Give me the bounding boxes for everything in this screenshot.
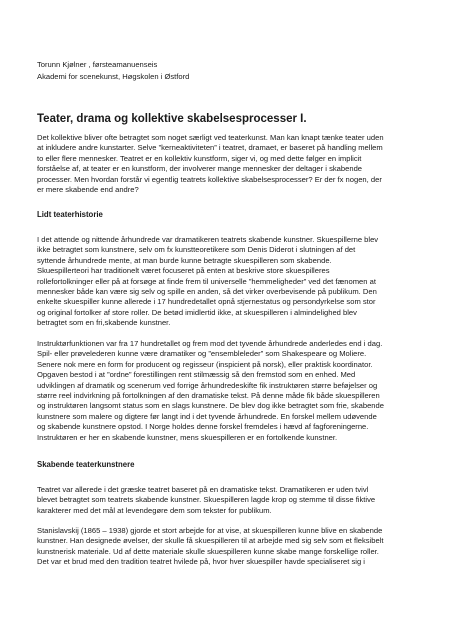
text-line: Senere nok mere en form for producent og regisseur (inspicient på norsk), eller praktisk koordinator. [37, 359, 373, 369]
text-line: Opgaven bestod i at ”ordne” forestillingen rent stilmæssig så den fremstod som en enhed. Med [37, 370, 356, 380]
text-line: og skabende kunstnere opstod. I Norge holdes denne forskel fremdeles i hævd af fagforeningerne. [37, 422, 369, 432]
text-line: Spil- eller prøvelederen kunne være dramatiker og ”ensembleleder” som Shakespeare og Moliere. [37, 349, 367, 359]
text-line: at inkludere andre kunstarter. Selve ”kerneaktiviteten” i teatret, dramaet, er baseret på handling mellem [37, 143, 383, 153]
history-paragraph-1 [37, 235, 378, 329]
document-title: Teater, drama og kollektive skabelsesprocesser I. [37, 113, 307, 125]
text-line: udviklingen af dramatik og scenerum ved forrige århundredeskifte fik instruktøren større beføjelser og [37, 380, 378, 390]
text-line: Det kollektive bliver ofte betragtet som noget særligt ved teaterkunst. Man kan knapt tænke teater uden [37, 133, 384, 142]
author-block [37, 59, 189, 83]
section-heading-skabende: Skabende teaterkunstnere [37, 460, 135, 469]
text-line: Det var et brud med den tradition teatret hvilede på, hvor hver skuespiller havde specialiseret sig i [37, 557, 365, 567]
text-line: kunstnere som malere og digtere før langt ind i det tyvende århundrede. En forskel mellem udøvende [37, 411, 377, 421]
author-affiliation: Akademi for scenekunst, Høgskolen i Østford [37, 72, 190, 81]
text-line: I det attende og nittende århundrede var dramatikeren teatrets skabende kunstner. Skuespillerne blev [37, 235, 379, 244]
text-line: processer. Men hvordan forstår vi egentlig teatrets kollektive skabelsesprocesser? Er der fx nogen, der [37, 174, 382, 184]
text-line: er mere skabende end andre? [37, 184, 139, 194]
text-line: Stanislavskij (1865 – 1938) gjorde et stort arbejde for at vise, at skuespilleren kunne blive en skabende [37, 526, 383, 535]
text-line: karakterer med det mål at levendegøre dem som tekster for publikum. [37, 505, 272, 515]
text-line: Instruktørfunktionen var fra 17 hundretallet og frem mod det tyvende århundrede anderledes end i dag. [37, 339, 383, 348]
text-line: enkelte skuespiller kunne allerede i 17 hundredetallet opnå stjernestatus og persondyrkelse som stor [37, 297, 376, 307]
history-paragraph-2 [37, 339, 384, 443]
text-line: syttende århundrede mente, at man burde kunne betragte skuespilleren som skabende. [37, 255, 332, 265]
text-line: Instruktøren er her en skabende kunstner, mens skuespilleren er en fortolkende kunstner. [37, 432, 338, 442]
text-line: ikke betragtet som kunstnere, selv om fx kunstteoretikere som Denis Diderot i slutningen af det [37, 245, 356, 255]
text-line: blevet betragtet som teatrets skabende kunstner. Skuespilleren lagde krop og stemme til disse fiktive [37, 495, 376, 505]
text-line: rollefortolkninger eller på at forsøge at finde frem til universelle ”hemmeligheder” ved det fænomen at [37, 276, 376, 286]
text-line: betragtet som en fri,skabende kunstner. [37, 318, 171, 328]
text-line: større reel indvirkning på fortolkningen af den dramatiske tekst. På denne måde fik både skuespilleren [37, 390, 380, 400]
author-name: Torunn Kjølner , førsteamanuenseis [37, 60, 158, 69]
text-line: kunstnerisk materiale. Ud af dette materiale skulle skuespilleren kunne skabe mange forskellige roller. [37, 546, 379, 556]
text-line: Teatret var allerede i det græske teatret baseret på en dramatiske tekst. Dramatikeren er uden tvivl [37, 485, 369, 494]
text-line: og instruktøren langsomt status som en slags kunstnere. De blev dog ikke betragtet som frie, skabende [37, 401, 384, 411]
text-line: forståelse af, at teater er en kunstform, der involverer mange mennesker der deltager i skabende [37, 164, 363, 174]
text-line: mennesker både kan være sig selv og spille en anden, så det virker overbevisende på publikum. Den [37, 286, 377, 296]
creative-paragraph-2 [37, 526, 384, 568]
section-heading-teaterhistorie: Lidt teaterhistorie [37, 210, 103, 219]
text-line: kunstner. Han designede øvelser, der skulle få skuespilleren til at arbejde med sig selv som et fleksibelt [37, 536, 384, 546]
text-line: og original fortolker af store roller. De betød imidlertid ikke, at skuespilleren i almindelighed blev [37, 307, 357, 317]
intro-paragraph [37, 133, 384, 195]
text-line: to eller flere mennesker. Teatret er en kollektiv kunstform, siger vi, og med dette følger en implicit [37, 153, 362, 163]
creative-paragraph-1 [37, 485, 375, 516]
text-line: Skuespillerteori har traditionelt været focuseret på enten at beskrive store skuespilleres [37, 266, 330, 276]
